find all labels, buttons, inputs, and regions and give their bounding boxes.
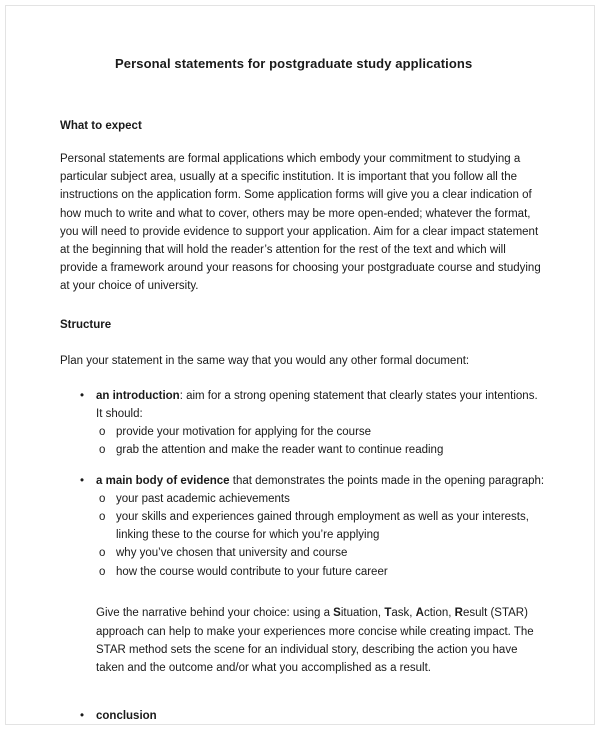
sub-bullet-icon: o	[99, 492, 106, 505]
sub-list-item	[96, 563, 546, 581]
list-item-rest: that demonstrates the points made in the opening paragraph:	[229, 474, 545, 487]
document-content	[60, 56, 546, 725]
sub-list-item-text: why you’ve chosen that university and course	[116, 547, 348, 560]
bullet-icon: •	[80, 474, 85, 487]
bullet-icon: •	[80, 389, 85, 402]
sub-bullet-icon: o	[99, 565, 106, 578]
sub-list-item-text: your past academic achievements	[116, 492, 290, 505]
star-t-rest: ask,	[391, 607, 416, 620]
spacer	[60, 133, 546, 150]
sub-bullet-icon: o	[99, 511, 106, 524]
star-paragraph	[96, 604, 546, 677]
list-item	[60, 472, 546, 581]
spacer	[60, 581, 546, 593]
list-item	[60, 707, 546, 725]
star-t-bold: T	[384, 607, 392, 620]
sub-list-item	[96, 490, 546, 508]
spacer	[60, 296, 546, 318]
spacer	[60, 689, 546, 707]
sub-bullet-icon: o	[99, 444, 106, 457]
sub-list-item	[96, 423, 546, 441]
spacer	[60, 72, 546, 119]
spacer	[60, 370, 546, 387]
sub-bullet-icon: o	[99, 426, 106, 439]
what-to-expect-paragraph: Personal statements are formal applications which embody your commitment to studying a particular subject area, usually at a specific institution. It is important that you follow all the instructions on the application form. Some application forms will give you a clear indication of how much to write and what to cover, others may be more open-ended; whatever the format, you will need to provide evidence to support your application. Aim for a clear impact statement at the beginning that will hold the reader’s attention for the rest of the text and which will provide a framework around your reasons for choosing your postgraduate course and studying at your choice of university.	[60, 153, 541, 293]
spacer	[60, 460, 546, 472]
list-item-rest: : aim for a strong opening statement that clearly states your intentions. It should:	[96, 389, 538, 421]
list-item-text	[96, 475, 544, 487]
sub-list-item-text: how the course would contribute to your future career	[116, 565, 388, 578]
structure-bullet-list-conclusion	[60, 707, 546, 725]
sub-list-item-text: provide your motivation for applying for the course	[116, 426, 372, 439]
spacer	[60, 332, 546, 352]
sub-bullet-icon: o	[99, 547, 106, 560]
star-part1: Give the narrative behind your choice: using a	[96, 607, 334, 620]
star-r-bold: R	[454, 607, 463, 620]
sub-list-item	[96, 441, 546, 459]
bullet-icon: •	[80, 709, 85, 722]
list-item-lead: an introduction	[96, 389, 180, 402]
sub-bullet-list	[96, 423, 546, 459]
sub-list-item	[96, 544, 546, 562]
star-a-bold: A	[415, 607, 424, 620]
section-heading-structure: Structure	[60, 318, 112, 331]
structure-intro-paragraph: Plan your statement in the same way that you would any other formal document:	[60, 354, 470, 367]
star-r-rest: esult (STAR) approach can help to make your experiences more concise while creating impact. The STAR method sets the scene for an individual story, describing the action you have taken and the outcome and/or what you accomplished as a result.	[96, 607, 534, 674]
list-item-lead: conclusion	[96, 709, 157, 722]
star-s-bold: S	[333, 607, 341, 620]
sub-bullet-list	[96, 490, 546, 581]
list-item-lead: a main body of evidence	[96, 474, 230, 487]
sub-list-item-text: grab the attention and make the reader want to continue reading	[116, 444, 444, 457]
structure-bullet-list	[60, 387, 546, 581]
page-title: Personal statements for postgraduate study applications	[115, 56, 473, 71]
star-s-rest: ituation,	[340, 607, 385, 620]
list-item	[60, 387, 546, 460]
section-heading-what-to-expect: What to expect	[60, 120, 142, 132]
sub-list-item-text: your skills and experiences gained through employment as well as your interests, linking these to the course for which you’re applying	[116, 511, 529, 542]
star-a-rest: ction,	[423, 607, 455, 620]
sub-list-item	[96, 508, 546, 544]
list-item-text	[96, 390, 538, 420]
